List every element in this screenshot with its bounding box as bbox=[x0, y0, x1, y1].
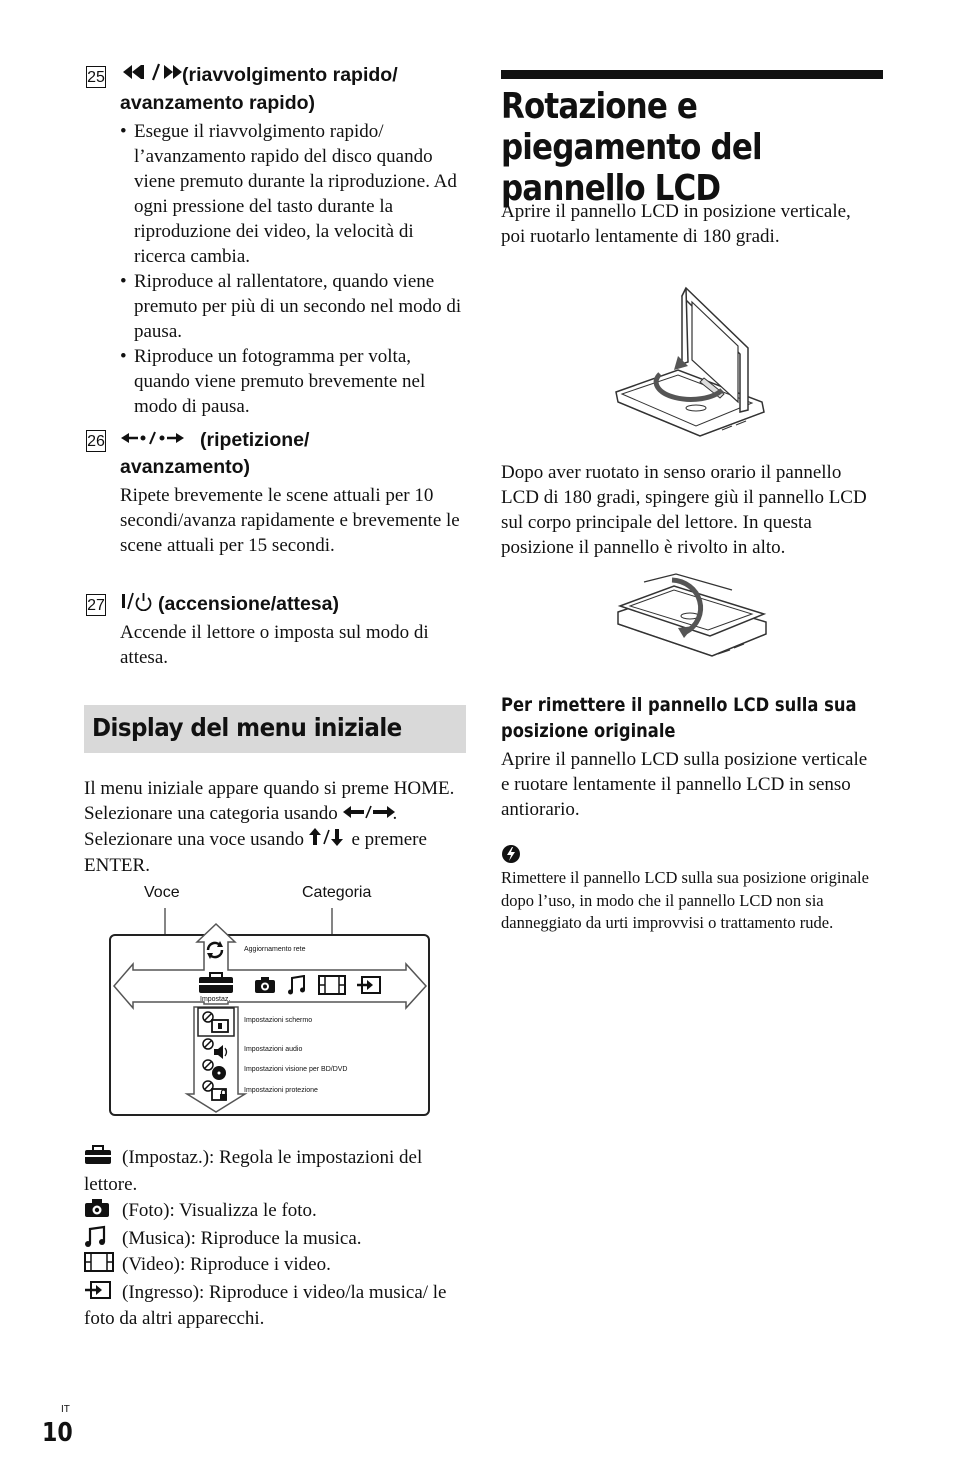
menu-item-1[interactable]: Impostazioni schermo bbox=[244, 1017, 313, 1024]
menu-section-heading bbox=[84, 705, 466, 753]
item25-bullets bbox=[120, 119, 470, 419]
item25-title-line1: (riavvolgimento rapido/ bbox=[182, 64, 398, 87]
parental-lock-icon[interactable] bbox=[201, 1080, 231, 1107]
rotation-para1: Aprire il pannello LCD in posizione verticale, poi ruotarlo lentamente di 180 gradi. bbox=[501, 201, 851, 247]
legend-video bbox=[84, 1252, 469, 1279]
item25-bullet-2: • Riproduce al rallentatore, quando viene premuto per più di un secondo nel modo di pausa. bbox=[120, 269, 470, 344]
menu-intro-part2: . Selezionare una voce usando bbox=[84, 803, 398, 851]
camera-icon[interactable] bbox=[254, 976, 276, 999]
power-icon bbox=[120, 591, 154, 619]
menu-item-3[interactable]: Impostazioni visione per BD/DVD bbox=[244, 1066, 348, 1073]
music-note-icon[interactable] bbox=[287, 975, 307, 1000]
footer-lang: IT bbox=[61, 1404, 70, 1415]
item25-bullet-1: • Esegue il riavvolgimento rapido/ l’avanzamento rapido del disco quando viene premuto durante la riproduzione. Ad ogni pressione del tasto durante la riproduzione dei video, la velocità di ricerca cambia. bbox=[120, 119, 470, 269]
input-icon bbox=[84, 1281, 112, 1306]
rotation-para2: Dopo aver ruotato in senso orario il pannello LCD di 180 gradi, spingere giù il pannello LCD sul corpo principale del lettore. In questa posizione il pannello è rivolto in alto. bbox=[501, 462, 867, 558]
category-label: Impostaz. bbox=[200, 996, 231, 1003]
toolbox-icon[interactable] bbox=[198, 972, 234, 999]
rotation-title: Rotazione e piegamento del pannello LCD bbox=[501, 86, 762, 209]
film-icon bbox=[84, 1252, 114, 1279]
film-icon[interactable] bbox=[318, 975, 346, 1000]
title-rule bbox=[501, 70, 883, 79]
menu-item-4[interactable]: Impostazioni protezione bbox=[244, 1087, 318, 1094]
camera-icon bbox=[84, 1198, 110, 1225]
legend-foto bbox=[84, 1198, 469, 1225]
menu-top-item[interactable]: Aggiornamento rete bbox=[244, 946, 306, 953]
fold-panel-illustration bbox=[614, 572, 770, 666]
item-number-26: 26 bbox=[86, 430, 106, 452]
item26-title-line1: (ripetizione/ bbox=[200, 429, 310, 451]
music-note-icon bbox=[84, 1225, 108, 1254]
item-number-27: 27 bbox=[86, 594, 106, 616]
item25-bullet-3: • Riproduce un fotogramma per volta, quando viene premuto brevemente nel modo di pausa. bbox=[120, 344, 470, 419]
home-menu-diagram bbox=[106, 904, 434, 1120]
legend-impostaz-text: (Impostaz.): Regola le impostazioni del lettore. bbox=[84, 1147, 423, 1196]
menu-intro-part3: e premere ENTER. bbox=[84, 829, 427, 877]
menu-item-2[interactable]: Impostazioni audio bbox=[244, 1046, 303, 1053]
item25-title-line2: avanzamento rapido) bbox=[120, 92, 316, 114]
toolbox-icon bbox=[84, 1145, 112, 1172]
legend-ingresso-text: (Ingresso): Riproduce i video/la musica/ le foto da altri apparecchi. bbox=[84, 1282, 447, 1330]
rotation-para3: Aprire il pannello LCD sulla posizione verticale e ruotare lentamente il pannello LCD in senso antiorario. bbox=[501, 749, 868, 820]
rotation-note: Rimettere il pannello LCD sulla sua posizione originale dopo l’uso, in modo che il pannello LCD non sia danneggiato da urti improvvisi o trattamento rude. bbox=[501, 868, 869, 932]
refresh-icon bbox=[204, 940, 226, 965]
screen-settings-icon[interactable] bbox=[201, 1011, 231, 1038]
menu-intro-part1: Il menu iniziale appare quando si preme HOME. Selezionare una categoria usando bbox=[84, 778, 455, 824]
input-icon[interactable] bbox=[356, 976, 382, 999]
legend-ingresso bbox=[84, 1280, 469, 1331]
menu-intro bbox=[84, 776, 469, 878]
note-icon bbox=[501, 844, 521, 869]
item26-title-line2: avanzamento) bbox=[120, 456, 251, 479]
label-categoria: Categoria bbox=[302, 884, 372, 901]
item25-heading bbox=[120, 62, 470, 117]
rotate-panel-illustration bbox=[612, 284, 770, 444]
item26-heading bbox=[120, 427, 470, 481]
menu-section-title: Display del menu iniziale bbox=[92, 713, 402, 742]
label-voce: Voce bbox=[144, 884, 180, 901]
item27-title: (accensione/attesa) bbox=[158, 593, 339, 616]
item27-text: Accende il lettore o imposta sul modo di attesa. bbox=[120, 622, 429, 668]
item-number-25: 25 bbox=[86, 66, 106, 88]
legend-musica-text: (Musica): Riproduce la musica. bbox=[122, 1227, 362, 1249]
restore-subheading: Per rimettere il pannello LCD sulla sua posizione originale bbox=[501, 694, 857, 742]
page-number: 10 bbox=[42, 1418, 73, 1448]
up-down-arrows-icon bbox=[309, 828, 347, 853]
legend-impostaz bbox=[84, 1145, 469, 1197]
legend-foto-text: (Foto): Visualizza le foto. bbox=[122, 1200, 317, 1221]
item27-heading bbox=[120, 591, 470, 619]
replay-advance-icon bbox=[120, 427, 196, 454]
item26-text: Ripete brevemente le scene attuali per 10 secondi/avanza rapidamente e brevemente le scene attuali per 15 secondi. bbox=[120, 485, 460, 556]
legend-video-text: (Video): Riproduce i video. bbox=[122, 1254, 331, 1275]
legend-musica bbox=[84, 1225, 469, 1254]
